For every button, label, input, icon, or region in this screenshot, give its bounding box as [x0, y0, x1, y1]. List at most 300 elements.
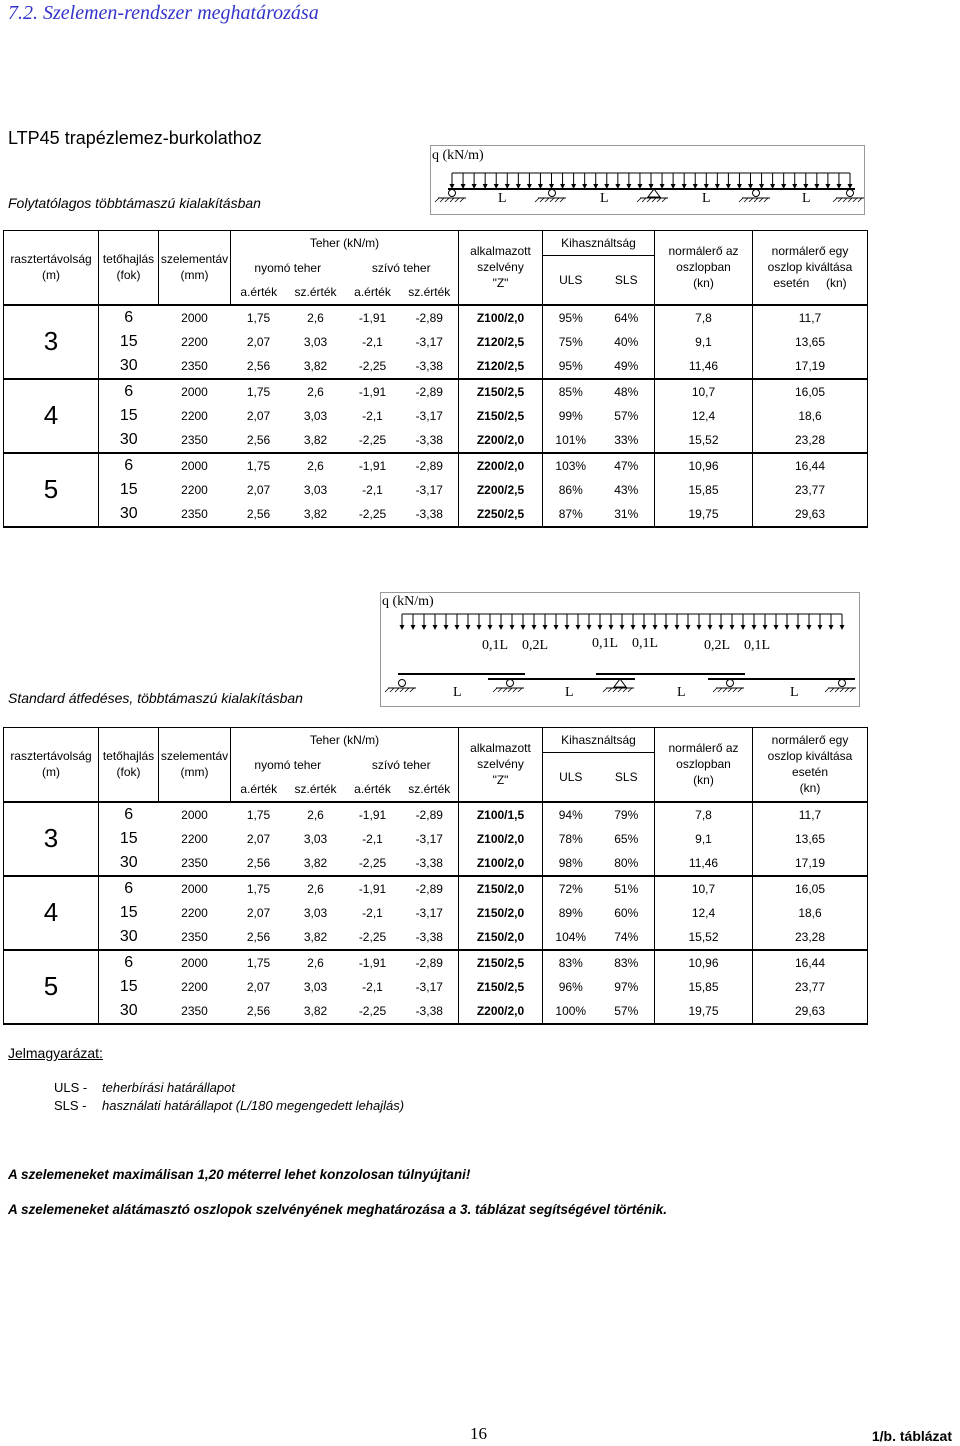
- purlin-table-overlap: [3, 727, 868, 1025]
- support-hatch: [764, 198, 768, 202]
- load-arrowhead: [466, 625, 471, 630]
- col-teher: Teher (kN/m): [231, 728, 459, 753]
- col-a-ertek: a.érték: [345, 280, 401, 305]
- table-cell: 40%: [599, 330, 655, 354]
- table-cell: 49%: [599, 354, 655, 379]
- table-cell: 48%: [599, 379, 655, 404]
- table-cell: -1,91: [358, 310, 387, 325]
- support-hatch: [833, 198, 837, 202]
- table-cell: 16,05: [753, 379, 868, 404]
- table-cell: -3,17: [401, 827, 459, 851]
- load-arrowhead: [565, 625, 570, 630]
- table-cell: 80%: [599, 851, 655, 876]
- table-cell: 2350: [159, 354, 231, 379]
- col-uls: ULS: [543, 753, 599, 802]
- load-arrowhead: [499, 625, 504, 630]
- table-cell: 78%: [558, 831, 583, 846]
- table-cell: 2,6: [307, 881, 324, 896]
- table-cell: 2000: [181, 384, 208, 399]
- table-cell: 3,03: [303, 408, 328, 423]
- support-hatch: [652, 198, 656, 202]
- table-cell: -2,89: [401, 305, 459, 330]
- section-title: LTP45 trapézlemez-burkolathoz: [8, 128, 262, 148]
- overlap-label: 0,1L: [592, 636, 619, 651]
- page-number: 16: [470, 1424, 487, 1443]
- table-cell: Z150/2,5: [459, 379, 543, 404]
- overlap-label: 0,1L: [632, 636, 659, 651]
- table-cell: 31%: [599, 502, 655, 527]
- table-cell: Z150/2,5: [459, 975, 543, 999]
- table-cell: 6: [124, 456, 134, 474]
- support-hatch: [749, 198, 753, 202]
- overlap-label: 0,2L: [522, 638, 549, 653]
- support-hatch: [840, 688, 844, 692]
- support-icon: [727, 680, 734, 687]
- table-cell: 6: [124, 308, 134, 326]
- table-cell: -3,17: [401, 975, 459, 999]
- table-cell: 95%: [543, 354, 599, 379]
- table-cell: 13,65: [753, 827, 868, 851]
- table-cell: 3,03: [303, 905, 328, 920]
- load-arrowhead: [477, 625, 482, 630]
- table-cell: -2,1: [362, 408, 383, 423]
- support-hatch: [560, 198, 564, 202]
- table-cell: 3,82: [287, 354, 345, 379]
- table-cell: 23,77: [753, 975, 868, 999]
- support-hatch: [435, 198, 439, 202]
- table-header: [4, 728, 868, 802]
- table-cell: 23,28: [753, 925, 868, 950]
- span-label: L: [702, 191, 711, 206]
- table-row: [4, 999, 868, 1024]
- beam-diagram-overlap-svg: [380, 592, 860, 707]
- overlap-label: 0,1L: [744, 638, 771, 653]
- col-a-ertek: a.érték: [231, 777, 287, 802]
- table-cell: 3,03: [303, 831, 328, 846]
- table-cell: 29,63: [753, 502, 868, 527]
- table-cell: 57%: [599, 999, 655, 1024]
- load-arrowhead: [411, 625, 416, 630]
- table-cell: 87%: [543, 502, 599, 527]
- table-cell: 9,1: [655, 827, 753, 851]
- table-cell: 16,05: [753, 876, 868, 901]
- col-alkalmazott: alkalmazott szelvény "Z": [459, 231, 543, 305]
- table-cell: 11,7: [753, 802, 868, 827]
- load-arrowhead: [620, 625, 625, 630]
- col-kihasznaltsag: Kihasználtság: [543, 728, 655, 753]
- support-hatch: [637, 198, 641, 202]
- table-cell: 74%: [599, 925, 655, 950]
- col-normalero: normálerő az oszlopban (kn): [655, 728, 753, 802]
- raszter-cell: 3: [4, 305, 99, 379]
- support-hatch: [628, 688, 632, 692]
- col-nyomo: nyomó teher: [254, 757, 322, 772]
- col-raszter: rasztertávolság (m): [4, 231, 99, 305]
- table-cell: -2,89: [401, 950, 459, 975]
- support-hatch: [759, 198, 763, 202]
- table-cell: Z200/2,0: [459, 999, 543, 1024]
- support-hatch: [395, 688, 399, 692]
- span-label: L: [498, 191, 507, 206]
- support-hatch: [493, 688, 497, 692]
- table-cell: Z120/2,5: [459, 354, 543, 379]
- support-hatch: [744, 198, 748, 202]
- table-body: [4, 305, 868, 527]
- support-hatch: [718, 688, 722, 692]
- table-cell: 2200: [181, 482, 208, 497]
- load-arrowhead: [488, 625, 493, 630]
- table-cell: 2000: [181, 310, 208, 325]
- table-cell: 2350: [159, 428, 231, 453]
- table-cell: 2,07: [246, 905, 271, 920]
- table-cell: 2350: [159, 502, 231, 527]
- span-label: L: [453, 685, 462, 700]
- table-cell: 7,8: [655, 802, 753, 827]
- table-cell: Z150/2,0: [459, 925, 543, 950]
- table-row: [4, 802, 868, 827]
- span-label: L: [600, 191, 609, 206]
- span-label: L: [565, 685, 574, 700]
- support-hatch: [713, 688, 717, 692]
- table-cell: Z200/2,5: [459, 478, 543, 502]
- table-cell: -3,38: [401, 999, 459, 1024]
- raszter-cell: 5: [4, 950, 99, 1024]
- support-hatch: [843, 198, 847, 202]
- table-cell: Z120/2,5: [459, 330, 543, 354]
- legend-term: ULS -: [54, 1080, 88, 1095]
- table-cell: 2200: [181, 979, 208, 994]
- table-cell: 15: [119, 406, 138, 424]
- table-cell: 85%: [558, 384, 583, 399]
- load-arrowhead: [609, 625, 614, 630]
- table-row: [4, 827, 868, 851]
- load-arrowhead: [741, 625, 746, 630]
- legend-term: SLS -: [54, 1098, 87, 1113]
- col-uls: ULS: [543, 256, 599, 305]
- table-cell: 1,75: [246, 807, 271, 822]
- table-cell: 2,6: [307, 458, 324, 473]
- table-cell: -3,38: [401, 925, 459, 950]
- table-cell: -2,25: [345, 354, 401, 379]
- table-cell: 99%: [558, 408, 583, 423]
- table-cell: 2350: [159, 925, 231, 950]
- table-cell: Z100/1,5: [459, 802, 543, 827]
- table-cell: 15: [119, 480, 138, 498]
- load-arrowhead: [510, 625, 515, 630]
- overlap-label-text: Standard átfedéses, többtámaszú kialakításban: [8, 690, 303, 706]
- table-cell: Z200/2,0: [459, 453, 543, 478]
- table-cell: 2,07: [246, 408, 271, 423]
- load-arrowhead: [543, 625, 548, 630]
- col-kihasznaltsag: Kihasználtság: [543, 231, 655, 256]
- table-cell: 51%: [599, 876, 655, 901]
- load-arrowhead: [807, 625, 812, 630]
- table-cell: 6: [124, 382, 134, 400]
- table-cell: 2000: [181, 955, 208, 970]
- table-cell: 1,75: [246, 384, 271, 399]
- diagram-frame: [431, 146, 865, 215]
- load-arrowhead: [400, 625, 405, 630]
- col-sz-ertek: sz.érték: [287, 280, 345, 305]
- support-icon: [449, 190, 456, 197]
- support-hatch: [450, 198, 454, 202]
- support-hatch: [405, 688, 409, 692]
- support-hatch: [623, 688, 627, 692]
- table-row: [4, 478, 868, 502]
- table-cell: 23,77: [753, 478, 868, 502]
- table-cell: -2,1: [362, 334, 383, 349]
- table-cell: 16,44: [753, 950, 868, 975]
- table-row: [4, 851, 868, 876]
- col-a-ertek: a.érték: [345, 777, 401, 802]
- table-row: [4, 975, 868, 999]
- overlap-label: 0,2L: [704, 638, 731, 653]
- support-hatch: [618, 688, 622, 692]
- table-cell: -1,91: [358, 458, 387, 473]
- table-cell: -2,25: [345, 428, 401, 453]
- support-hatch: [835, 688, 839, 692]
- table-cell: -2,1: [362, 979, 383, 994]
- page-heading: 7.2. Szelemen-rendszer meghatározása: [8, 2, 319, 24]
- legend-title: Jelmagyarázat:: [8, 1045, 103, 1061]
- table-body: [4, 802, 868, 1024]
- load-arrowhead: [532, 625, 537, 630]
- support-icon: [753, 190, 760, 197]
- table-cell: -2,89: [401, 379, 459, 404]
- table-cell: 17,19: [753, 851, 868, 876]
- support-hatch: [508, 688, 512, 692]
- table-row: [4, 950, 868, 975]
- table-cell: 2,6: [307, 807, 324, 822]
- load-arrowhead: [796, 625, 801, 630]
- load-arrowhead: [708, 625, 713, 630]
- support-hatch: [754, 198, 758, 202]
- table-cell: -3,38: [401, 428, 459, 453]
- table-cell: 2,07: [246, 482, 271, 497]
- col-sls: SLS: [599, 753, 655, 802]
- load-arrowhead: [675, 625, 680, 630]
- legend-desc: használati határállapot (L/180 megengedett lehajlás): [102, 1098, 405, 1113]
- table-cell: 2350: [159, 851, 231, 876]
- load-arrowhead: [422, 625, 427, 630]
- table-cell: 2,07: [246, 334, 271, 349]
- load-arrowhead: [521, 625, 526, 630]
- load-arrowhead: [752, 625, 757, 630]
- support-hatch: [657, 198, 661, 202]
- table-cell: -2,25: [345, 999, 401, 1024]
- table-cell: -2,1: [362, 831, 383, 846]
- table-cell: 65%: [599, 827, 655, 851]
- raszter-cell: 5: [4, 453, 99, 527]
- load-label: q (kN/m): [382, 594, 434, 609]
- table-cell: 15,52: [655, 428, 753, 453]
- table-row: [4, 502, 868, 527]
- table-cell: 100%: [543, 999, 599, 1024]
- table-cell: -3,38: [401, 502, 459, 527]
- continuous-label: Folytatólagos többtámaszú kialakításban: [8, 195, 261, 211]
- support-icon: [839, 680, 846, 687]
- table-cell: 15: [119, 977, 138, 995]
- table-row: [4, 354, 868, 379]
- table-cell: -1,91: [358, 384, 387, 399]
- load-arrowhead: [697, 625, 702, 630]
- table-cell: 6: [124, 953, 134, 971]
- table-cell: 15,85: [655, 975, 753, 999]
- table-cell: 98%: [543, 851, 599, 876]
- col-normalero-kivaltas: normálerő egy oszlop kiváltása esetén (kn): [753, 728, 868, 802]
- table-cell: 30: [99, 851, 159, 876]
- span-label: L: [790, 685, 799, 700]
- support-hatch: [647, 198, 651, 202]
- table-cell: 3,03: [303, 979, 328, 994]
- support-hatch: [858, 198, 862, 202]
- support-hatch: [603, 688, 607, 692]
- load-arrowhead: [554, 625, 559, 630]
- table-cell: -2,89: [401, 876, 459, 901]
- col-szivo: szívó teher: [345, 256, 459, 280]
- table-cell: 1,75: [246, 458, 271, 473]
- support-icon: [399, 680, 406, 687]
- col-tetohajlas: tetőhajlás (fok): [99, 728, 159, 802]
- table-cell: 17,19: [753, 354, 868, 379]
- support-hatch: [723, 688, 727, 692]
- legend-desc: teherbírási határállapot: [102, 1080, 235, 1095]
- table-cell: 60%: [599, 901, 655, 925]
- table-cell: 6: [124, 805, 134, 823]
- support-hatch: [830, 688, 834, 692]
- table-cell: 2,56: [231, 999, 287, 1024]
- support-hatch: [518, 688, 522, 692]
- load-arrowhead: [686, 625, 691, 630]
- support-icon: [507, 680, 514, 687]
- table-cell: 83%: [558, 955, 583, 970]
- table-cell: 10,96: [655, 453, 753, 478]
- legend-item: [8, 1080, 235, 1095]
- table-cell: 2,56: [231, 851, 287, 876]
- support-hatch: [853, 198, 857, 202]
- support-hatch: [498, 688, 502, 692]
- table-cell: 6: [124, 879, 134, 897]
- table-cell: 15,52: [655, 925, 753, 950]
- span-label: L: [677, 685, 686, 700]
- col-sz-ertek: sz.érték: [287, 777, 345, 802]
- support-hatch: [385, 688, 389, 692]
- table-cell: 95%: [558, 310, 583, 325]
- load-arrowhead: [785, 625, 790, 630]
- support-hatch: [460, 198, 464, 202]
- table-cell: 11,46: [655, 354, 753, 379]
- support-hatch: [445, 198, 449, 202]
- table-cell: -2,89: [401, 802, 459, 827]
- table-cell: -3,38: [401, 354, 459, 379]
- table-row: [4, 876, 868, 901]
- span-label: L: [802, 191, 811, 206]
- col-normalero-kivaltas: normálerő egy oszlop kiváltása esetén (kn): [753, 231, 868, 305]
- table-cell: -1,91: [358, 807, 387, 822]
- table-cell: 19,75: [655, 502, 753, 527]
- table-reference: 1/b. táblázat: [871, 1428, 952, 1444]
- table-cell: 83%: [599, 950, 655, 975]
- table-cell: 30: [99, 925, 159, 950]
- table-cell: Z100/2,0: [459, 827, 543, 851]
- table-row: [4, 925, 868, 950]
- table-row: [4, 453, 868, 478]
- table-cell: 2,6: [307, 310, 324, 325]
- note-cantilever: A szelemeneket maximálisan 1,20 méterrel lehet konzolosan túlnyújtani!: [8, 1167, 471, 1182]
- table-cell: 72%: [558, 881, 583, 896]
- note-columns: A szelemeneket alátámasztó oszlopok szelvényének meghatározása a 3. táblázat segítségével történik.: [8, 1202, 668, 1217]
- table-cell: 30: [99, 999, 159, 1024]
- col-tetohajlas: tetőhajlás (fok): [99, 231, 159, 305]
- table-cell: -3,17: [401, 330, 459, 354]
- col-a-ertek: a.érték: [231, 280, 287, 305]
- table-cell: 2,07: [246, 831, 271, 846]
- table-cell: 2350: [159, 999, 231, 1024]
- table-cell: 1,75: [246, 955, 271, 970]
- col-teher: Teher (kN/m): [231, 231, 459, 256]
- table-cell: 13,65: [753, 330, 868, 354]
- table-cell: 2000: [181, 807, 208, 822]
- table-cell: 104%: [543, 925, 599, 950]
- col-sls: SLS: [599, 256, 655, 305]
- load-arrowhead: [774, 625, 779, 630]
- table-cell: 11,7: [753, 305, 868, 330]
- table-cell: 2200: [181, 831, 208, 846]
- table-cell: Z100/2,0: [459, 305, 543, 330]
- table-cell: Z250/2,5: [459, 502, 543, 527]
- load-arrowhead: [642, 625, 647, 630]
- load-arrowhead: [576, 625, 581, 630]
- table-cell: -2,1: [362, 482, 383, 497]
- support-hatch: [555, 198, 559, 202]
- beam-diagram-overlap: [380, 592, 860, 707]
- table-cell: 2,56: [231, 502, 287, 527]
- support-hatch: [850, 688, 854, 692]
- table-cell: 3,82: [287, 999, 345, 1024]
- support-hatch: [455, 198, 459, 202]
- load-arrowhead: [719, 625, 724, 630]
- table-cell: -1,91: [358, 955, 387, 970]
- table-cell: 2,56: [231, 428, 287, 453]
- table-cell: 2200: [181, 334, 208, 349]
- table-cell: 12,4: [655, 404, 753, 428]
- table-row: [4, 404, 868, 428]
- table-cell: 1,75: [246, 881, 271, 896]
- table-cell: -2,25: [345, 925, 401, 950]
- table-cell: 94%: [558, 807, 583, 822]
- table-cell: -2,1: [362, 905, 383, 920]
- load-arrowhead: [664, 625, 669, 630]
- table-cell: 96%: [558, 979, 583, 994]
- col-nyomo: nyomó teher: [254, 260, 322, 275]
- table-cell: 16,44: [753, 453, 868, 478]
- table-cell: 101%: [543, 428, 599, 453]
- support-icon: [614, 679, 626, 687]
- table-cell: 2200: [181, 408, 208, 423]
- col-normalero: normálerő az oszlopban (kn): [655, 231, 753, 305]
- support-hatch: [825, 688, 829, 692]
- col-szelementav: szelementáv (mm): [159, 231, 231, 305]
- table-cell: 2,07: [246, 979, 271, 994]
- purlin-table-continuous: [3, 230, 868, 528]
- support-hatch: [503, 688, 507, 692]
- table-cell: -1,91: [358, 881, 387, 896]
- support-hatch: [733, 688, 737, 692]
- table-cell: 2,6: [307, 384, 324, 399]
- table-cell: 29,63: [753, 999, 868, 1024]
- table-cell: 89%: [558, 905, 583, 920]
- table-cell: 10,7: [655, 379, 753, 404]
